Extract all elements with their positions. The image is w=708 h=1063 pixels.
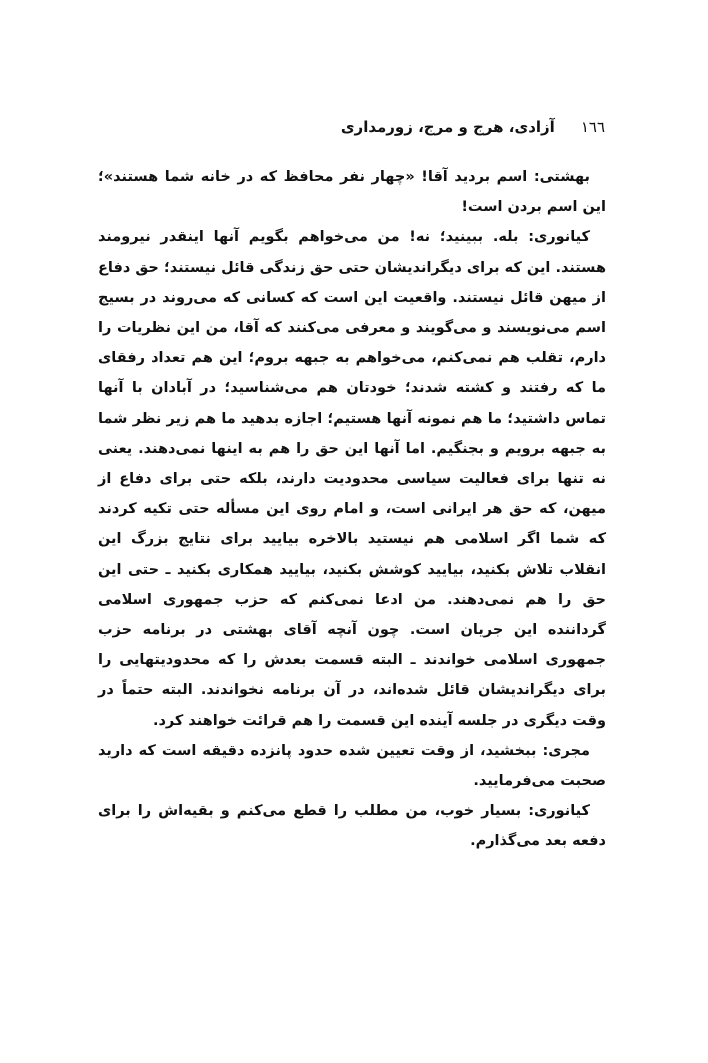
paragraph-text: ببخشید، از وقت تعیین شده حدود پانزده دقیقه است که دارید صحبت می‌فرمایید. <box>98 742 606 790</box>
paragraph-kianouri-2 <box>98 796 606 856</box>
paragraph-kianouri-1 <box>98 222 606 735</box>
speaker-label: بهشتی: <box>533 169 590 185</box>
paragraph-text: بسیار خوب، من مطلب را قطع می‌کنم و بقیه‌اش را برای دفعه بعد می‌گذارم. <box>98 803 606 850</box>
speaker-label: مجری: <box>542 742 590 759</box>
paragraph-text: اسم بردید آقا! «چهار نفر محافظ که در خانه شما هستند»؛ این اسم بردن است! <box>98 169 606 216</box>
running-title: آزادی، هرج و مرج، زورمداری <box>340 118 555 136</box>
speaker-label: کیانوری: <box>528 803 590 820</box>
paragraph-beheshti-1 <box>98 162 606 222</box>
transcript-body <box>98 162 606 857</box>
speaker-label: کیانوری: <box>528 229 590 246</box>
page-header <box>340 118 605 142</box>
paragraph-moderator <box>98 736 606 796</box>
paragraph-text: بله. ببینید؛ نه! من می‌خواهم بگویم آنها اینقدر نیرومند هستند. این که برای دیگراندیشان حتی حق زندگی قائل نیستند؛ حق دفاع از میهن قائل نیستند. واقعیت این است که کسانی که می‌روند در بسیج اسم می‌نویسند و می‌گویند و معرفی می‌کنند که آقا، من این نظریات را دارم، تقلب هم نمی‌کنم، می‌خواهم به جبهه بروم؛ این هم تعداد رفقای ما که رفتند و کشته شدند؛ خودتان هم می‌شناسید؛ در آبادان با آنها تماس داشتید؛ ما هم نمونه آنها هستیم؛ اجازه بدهید ما هم زیر نظر شما به جبهه برویم و بجنگیم. اما آنها این حق را هم به اینها نمی‌دهند. یعنی نه تنها برای فعالیت سیاسی محدودیت دارند، بلکه حتی برای دفاع از میهن، که حق هر ایرانی است، و امام روی این مسأله حتی تکیه کردند که شما اگر اسلامی هم نیستید بالاخره بیایید برای نتایج بزرگ این انقلاب تلاش بکنید، بیایید کوشش بکنید، بیایید همکاری بکنید ـ حتی این حق را هم نمی‌دهند. من ادعا نمی‌کنم که حزب جمهوری اسلامی گرداننده این جریان است. چون آنچه آقای بهشتی در برنامه حزب جمهوری اسلامی خواندند ـ البته قسمت بعدش را که محدودیتهایی را برای دیگراندیشان قائل شده‌اند، در آن برنامه نخواندند. البته حتماً در وقت دیگری در جلسه آینده این قسمت را هم قرائت خواهند کرد. <box>98 229 606 729</box>
page-number: ١٦٦ <box>580 118 605 136</box>
